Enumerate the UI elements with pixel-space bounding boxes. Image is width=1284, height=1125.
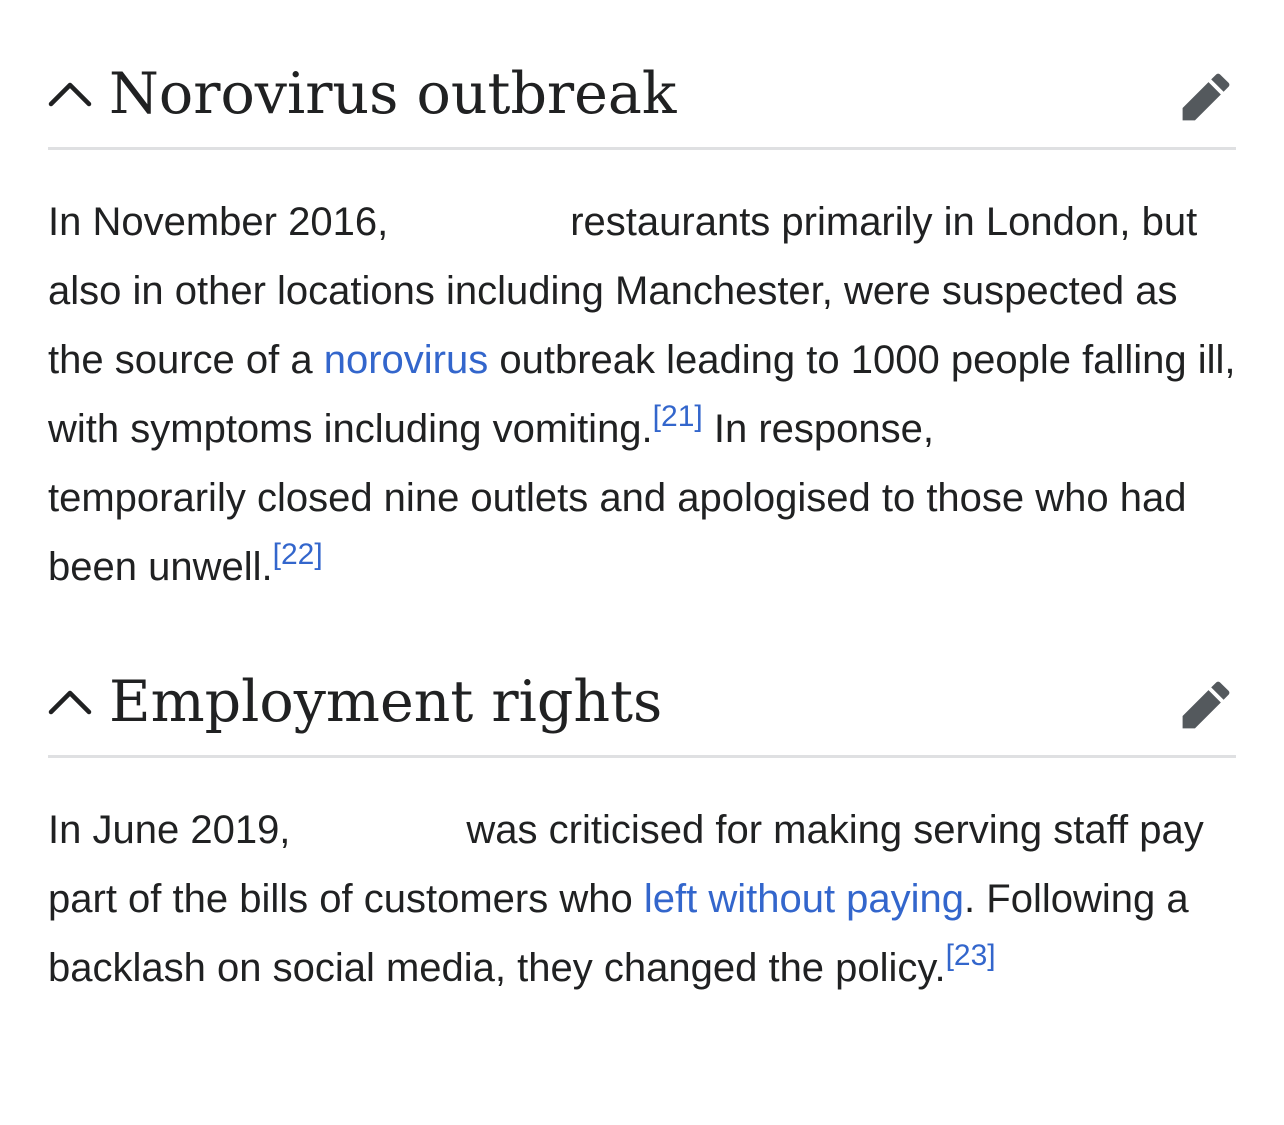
section-title: Employment rights (109, 669, 663, 735)
section-header[interactable] (48, 653, 1236, 758)
chevron-up-icon[interactable] (48, 81, 92, 107)
paragraph-text: restaurants primarily in London, but also in other locations including Manchester, were suspected as the source of a (48, 200, 1198, 382)
section-header[interactable] (48, 45, 1236, 150)
section-norovirus-outbreak (48, 45, 1236, 602)
citation-23[interactable]: [23] (945, 939, 996, 972)
section-paragraph (48, 758, 1236, 1003)
redacted-name (934, 408, 1100, 448)
paragraph-text: . Following a backlash on social media, they changed the policy. (48, 877, 1189, 990)
link-left-without-paying[interactable]: left without paying (643, 877, 965, 921)
redacted-name (290, 809, 466, 849)
citation-22[interactable]: [22] (272, 538, 323, 571)
paragraph-text: In response, (713, 407, 934, 451)
section-employment-rights (48, 653, 1236, 1003)
paragraph-text: temporarily closed nine outlets and apologised to those who had been unwell. (48, 476, 1187, 589)
paragraph-text: In June 2019, (48, 808, 291, 852)
section-title: Norovirus outbreak (109, 61, 677, 127)
link-norovirus[interactable]: norovirus (323, 338, 489, 382)
citation-21[interactable]: [21] (652, 400, 703, 433)
pencil-icon[interactable] (1180, 71, 1232, 123)
pencil-icon[interactable] (1180, 679, 1232, 731)
paragraph-text: In November 2016, (48, 200, 389, 244)
paragraph-text: outbreak leading to 1000 people falling ill, with symptoms including vomiting. (48, 338, 1236, 451)
section-paragraph (48, 150, 1236, 602)
chevron-up-icon[interactable] (48, 689, 92, 715)
paragraph-text: was criticised for making serving staff pay part of the bills of customers who (48, 808, 1204, 921)
redacted-name (388, 201, 570, 241)
